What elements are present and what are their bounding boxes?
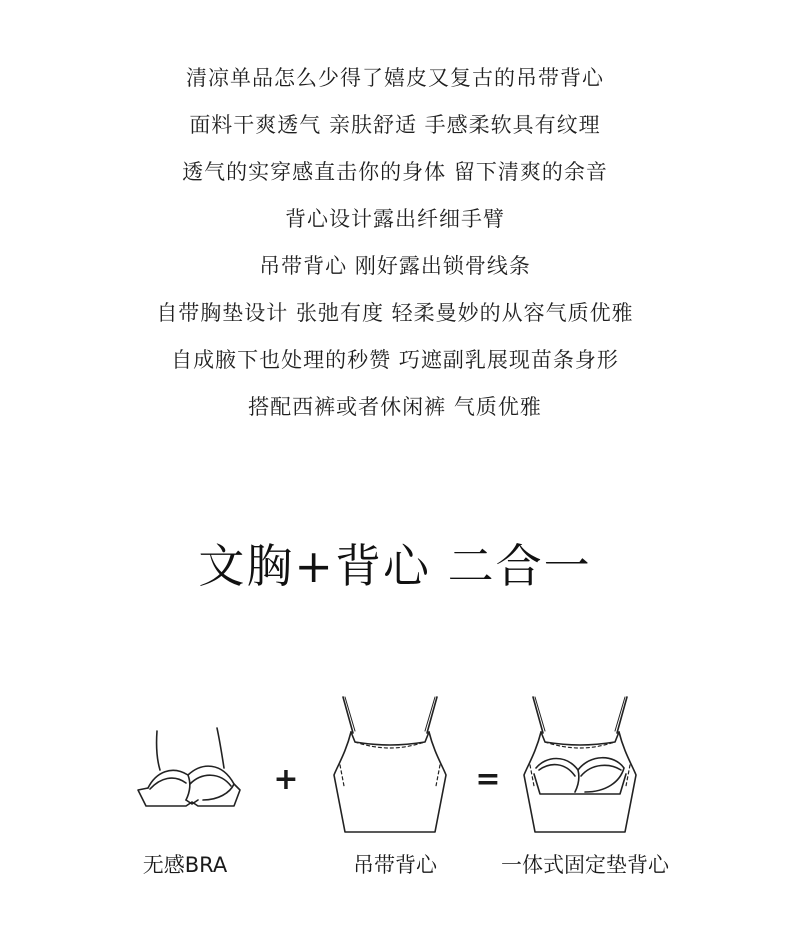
intro-line: 自成腋下也处理的秒赞 巧遮副乳展现苗条身形	[171, 348, 619, 372]
equals-operator: =	[475, 762, 501, 797]
intro-line: 面料干爽透气 亲肤舒适 手感柔软具有纹理	[189, 113, 601, 137]
bra-icon	[138, 728, 240, 806]
camisole-icon	[334, 697, 446, 832]
camisole-with-bra-icon	[524, 697, 636, 832]
camisole-caption: 吊带背心	[353, 853, 437, 877]
headline: 文胸+背心 二合一	[198, 539, 592, 593]
plus-operator: +	[273, 762, 299, 797]
combo-caption: 一体式固定垫背心	[501, 853, 669, 877]
intro-line: 透气的实穿感直击你的身体 留下清爽的余音	[182, 160, 608, 184]
intro-line: 吊带背心 刚好露出锁骨线条	[259, 254, 531, 278]
intro-line: 搭配西裤或者休闲裤 气质优雅	[248, 395, 542, 419]
intro-line: 自带胸垫设计 张弛有度 轻柔曼妙的从容气质优雅	[156, 301, 634, 325]
intro-line: 背心设计露出纤细手臂	[285, 207, 505, 231]
bra-caption: 无感BRA	[142, 853, 228, 877]
intro-line: 清凉单品怎么少得了嬉皮又复古的吊带背心	[186, 66, 604, 90]
